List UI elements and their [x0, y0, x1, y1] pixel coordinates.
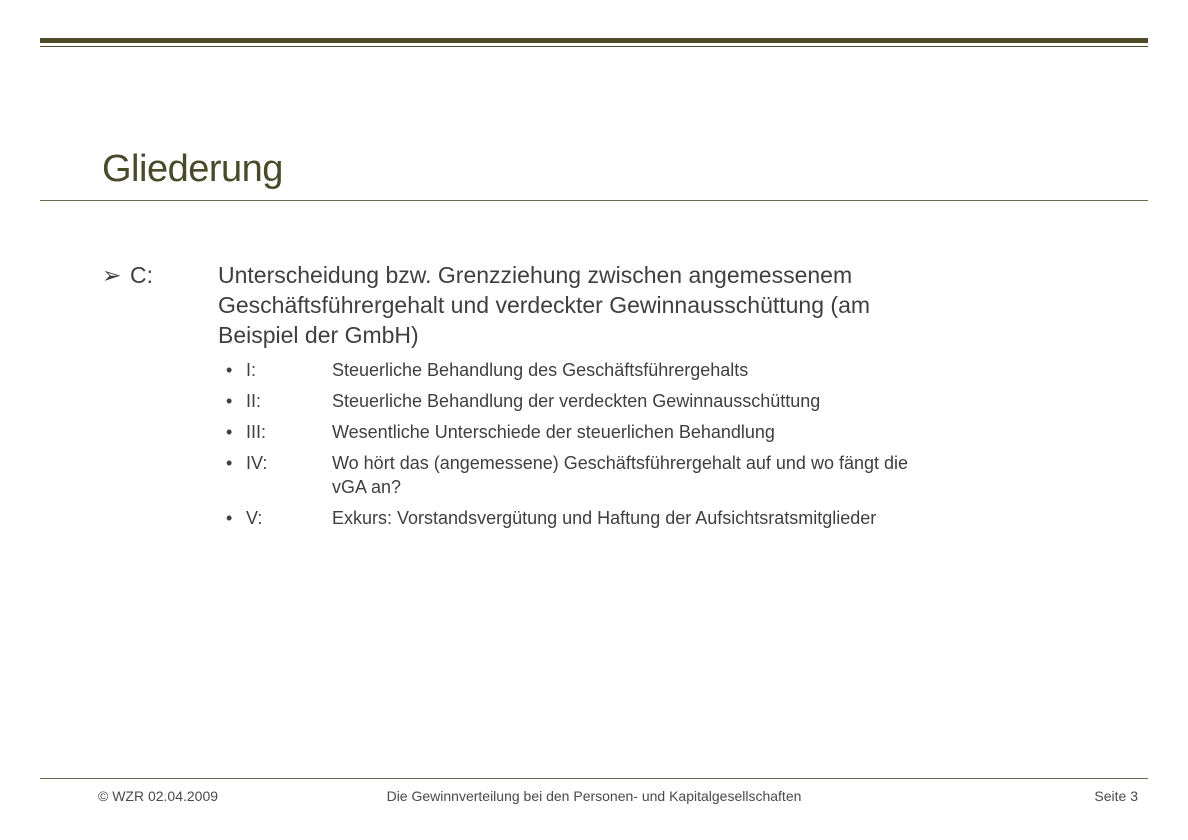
list-item: [102, 389, 922, 413]
bullet-icon: •: [226, 422, 233, 442]
item-key: I:: [246, 360, 257, 380]
item-key: IV:: [246, 453, 268, 473]
list-item: [102, 451, 922, 499]
list-item: [102, 420, 922, 444]
item-key: II:: [246, 391, 262, 411]
list-item: [102, 506, 922, 530]
title-divider: [40, 200, 1148, 201]
top-rule-thick: [40, 38, 1148, 43]
top-rule-thin: [40, 46, 1148, 47]
section-key: C:: [130, 262, 153, 288]
bullet-icon: •: [226, 391, 233, 411]
item-text: Steuerliche Behandlung des Geschäftsführergehalts: [332, 360, 749, 380]
footer-copyright: © WZR 02.04.2009: [98, 788, 219, 804]
page-number: Seite 3: [1094, 788, 1138, 804]
footer-title: Die Gewinnverteilung bei den Personen- und Kapitalgesellschaften: [386, 788, 802, 804]
outline-section: [102, 260, 922, 537]
bullet-icon: •: [226, 508, 233, 528]
arrow-right-icon: ➢: [102, 262, 122, 288]
section-text: Unterscheidung bzw. Grenzziehung zwischen angemessenem Geschäftsführergehalt und verdeckter Gewinnausschüttung (am Beispiel der GmbH): [218, 262, 871, 348]
sub-item-list: [102, 358, 922, 530]
list-item: [102, 358, 922, 382]
item-key: V:: [246, 508, 263, 528]
outline-main-entry: [102, 260, 922, 350]
footer-divider: [40, 778, 1148, 779]
item-text: Wo hört das (angemessene) Geschäftsführergehalt auf und wo fängt die vGA an?: [332, 453, 909, 497]
bullet-icon: •: [226, 453, 233, 473]
bullet-icon: •: [226, 360, 233, 380]
slide-title: Gliederung: [102, 148, 283, 190]
item-text: Wesentliche Unterschiede der steuerlichen Behandlung: [332, 422, 775, 442]
item-text: Steuerliche Behandlung der verdeckten Gewinnausschüttung: [332, 391, 821, 411]
item-key: III:: [246, 422, 267, 442]
item-text: Exkurs: Vorstandsvergütung und Haftung der Aufsichtsratsmitglieder: [332, 508, 877, 528]
